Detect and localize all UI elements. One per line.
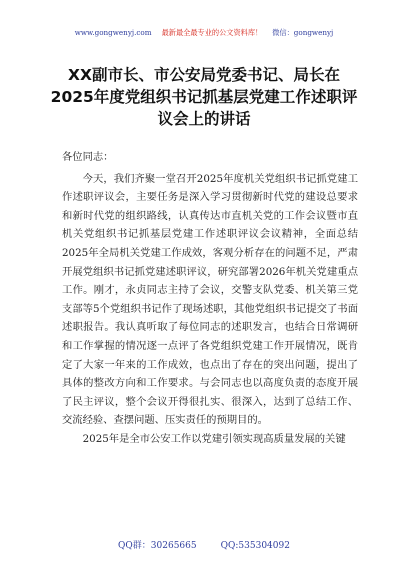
salutation: 各位同志： — [62, 151, 114, 163]
document-title: XX副市长、市公安局党委书记、局长在2025年度党组织书记抓基层党建工作述职评议会上的讲话 — [50, 66, 358, 128]
footer-contact — [0, 540, 408, 552]
paragraph-2: 2025年是全市公安工作以党建引领实现高质量发展的关键 — [82, 432, 346, 445]
header-slogan: 最新最全最专业的公文资料库！ — [161, 28, 263, 37]
wechat-id: 微信：gongwenyj — [272, 28, 334, 37]
header-banner — [0, 28, 408, 38]
document-body — [62, 148, 358, 449]
qq-number: QQ:535304092 — [220, 541, 290, 551]
qq-group: QQ群：30265665 — [118, 541, 197, 551]
website-link[interactable]: www.gongwenyj.com — [74, 28, 152, 37]
paragraph-1: 今天，我们齐聚一堂召开2025年度机关党组织书记抓党建工作述职评议会，主要任务是深入学习贯彻新时代党的建设总要求和新时代党的组织路线，认真传达市直机关党的工作会议暨市直机关党组织书记抓基层党建工作述职评议会议精神，全面总结2025年全局机关党建工作成效，客观分析存在的问题不足，严肃开展党组织书记抓党建述职评议，研究部署2026年机关党建重点工作。刚才，永贞同志主持了会议，交警支队党委、机关第三党支部等5个党组织书记作了现场述职，其他党组织书记提交了书面述职报告。我认真听取了每位同志的述职发言，也结合日常调研和工作掌握的情况逐一点评了各党组织党建工作开展情况，既肯定了大家一年来的工作成效，也点出了存在的突出问题，提出了具体的整改方向和工作要求。与会同志也以高度负责的态度开展了民主评议，整个会议开得很扎实、很深入，达到了总结工作、交流经验、查摆问题、压实责任的预期目的。 — [62, 172, 358, 427]
